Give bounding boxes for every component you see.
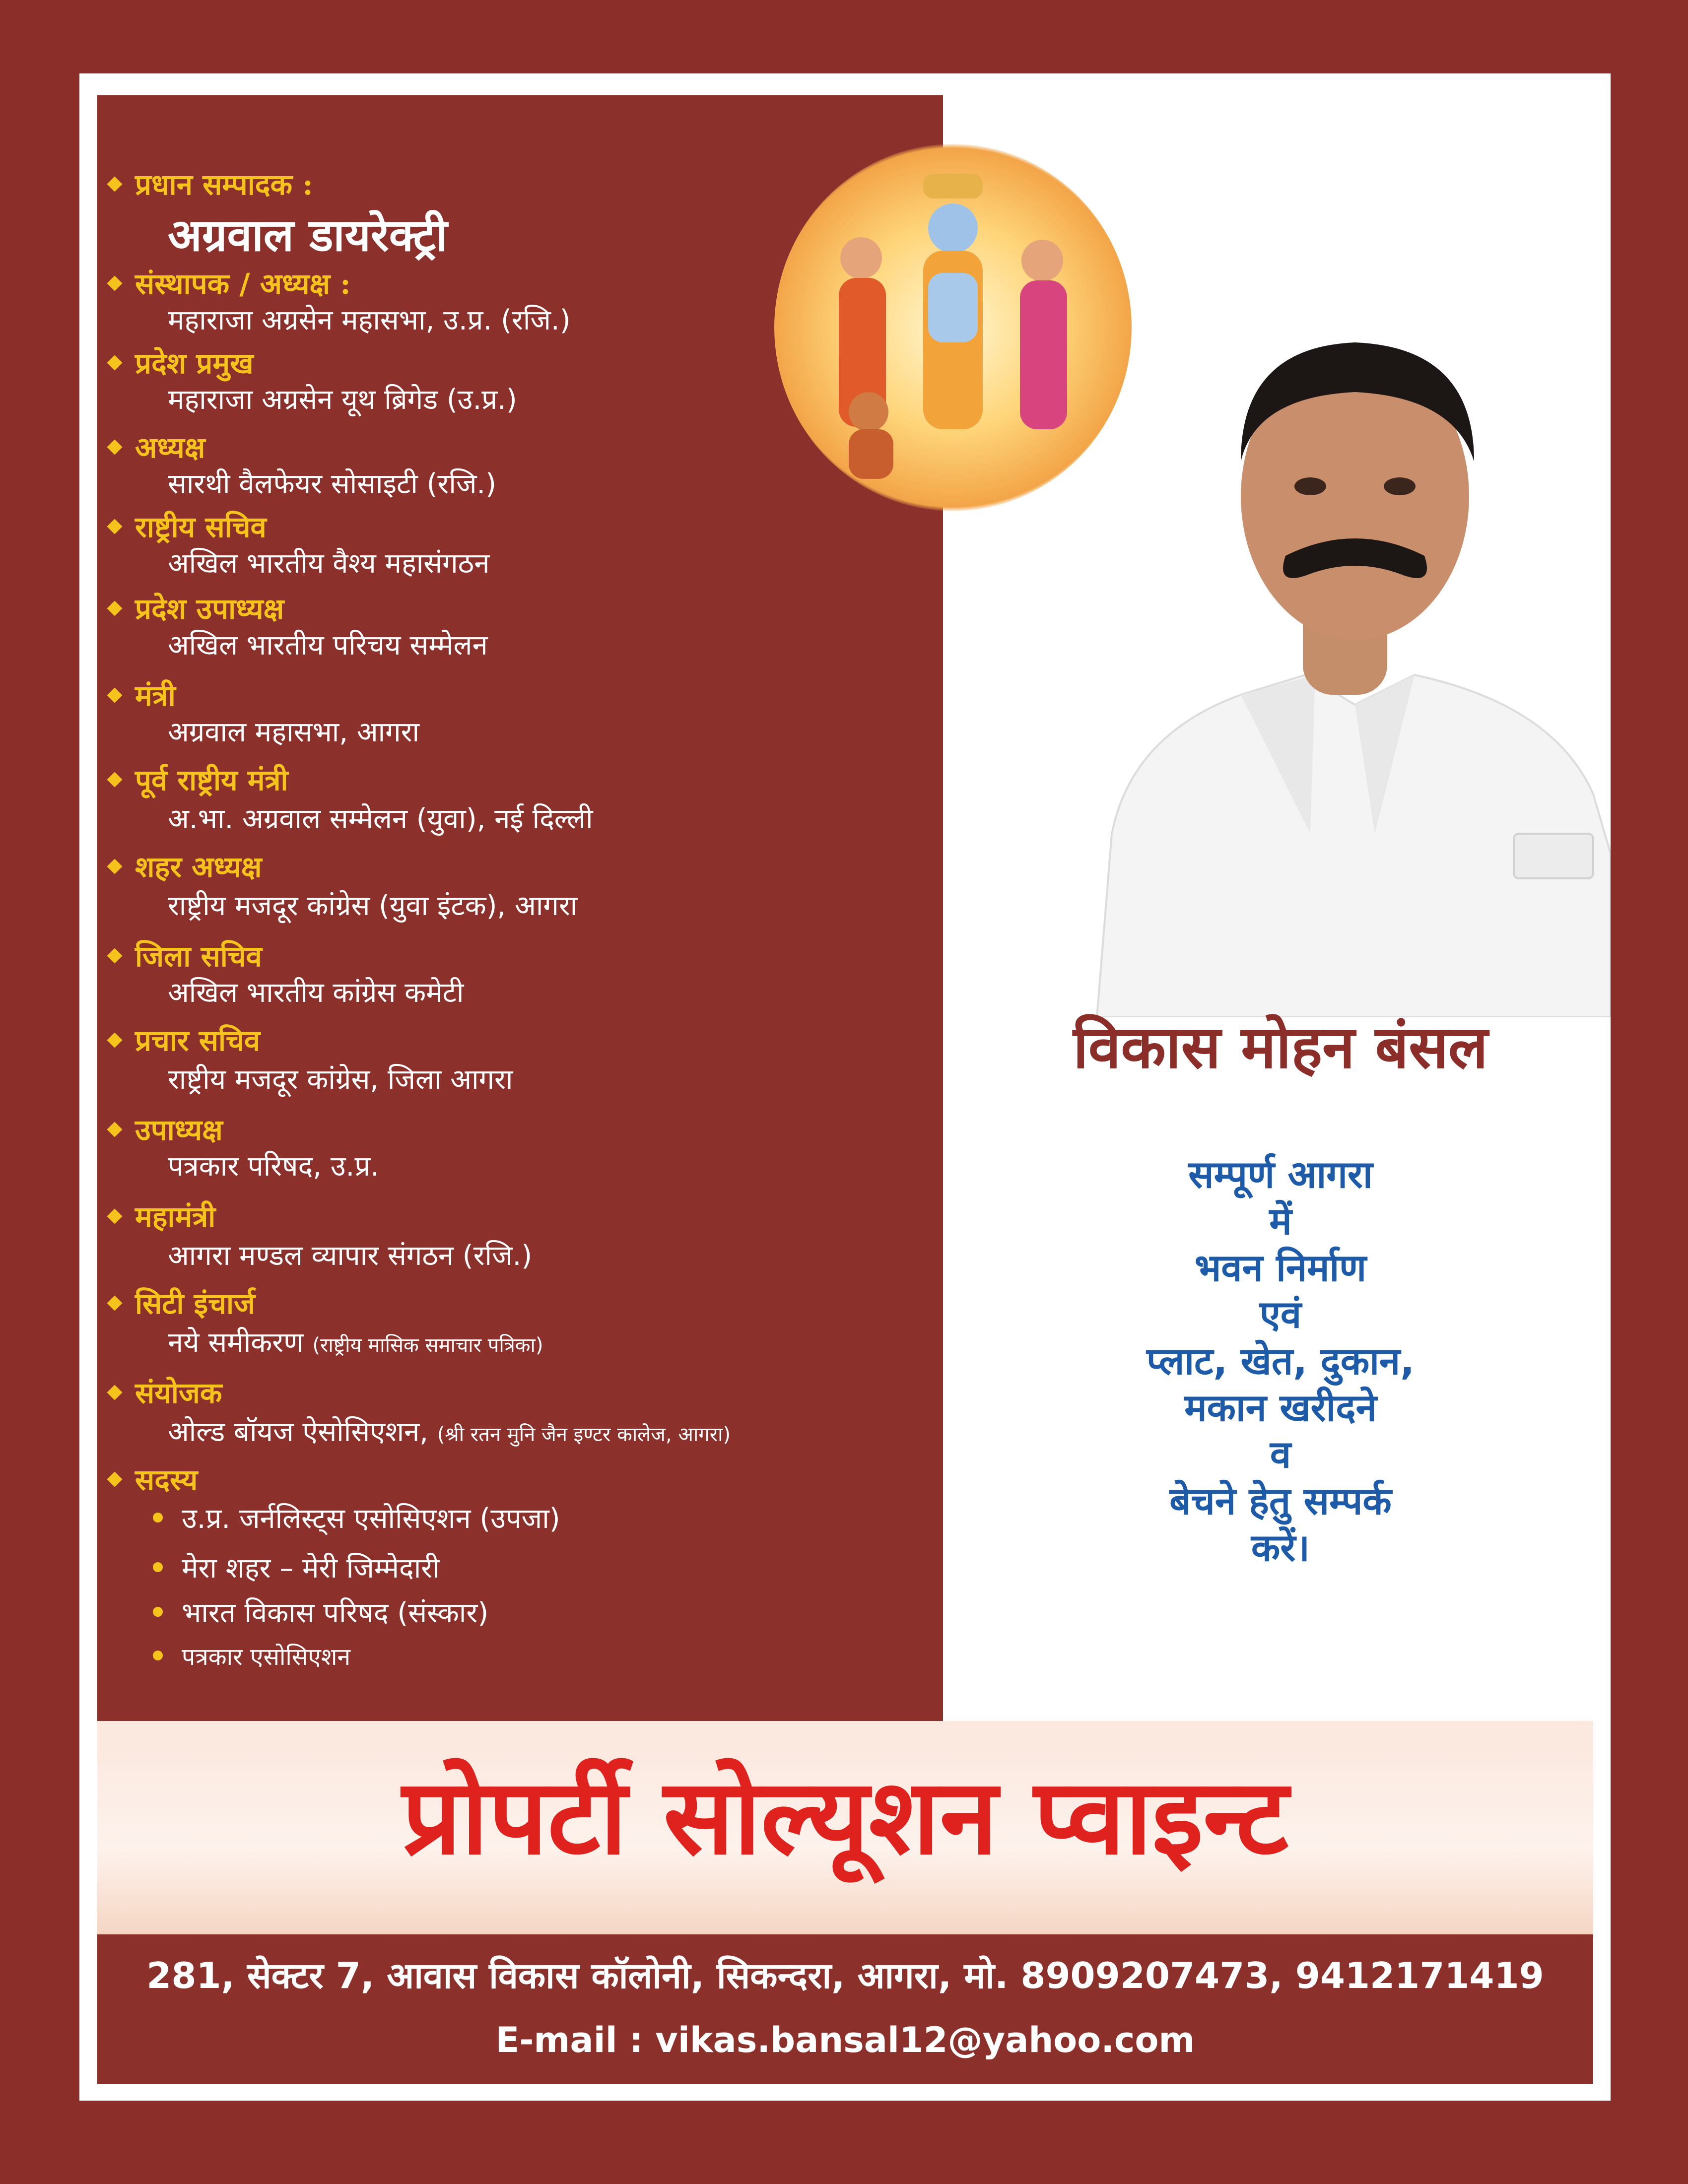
role-org: राष्ट्रीय मजदूर कांग्रेस (युवा इंटक), आगरा: [168, 890, 578, 922]
role-title-text: उपाध्यक्ष: [135, 1113, 223, 1147]
offer-line: भवन निर्माण: [1194, 1246, 1367, 1290]
role-org: [168, 1323, 543, 1360]
diamond-bullet-icon: [107, 600, 122, 616]
diamond-bullet-icon: [107, 1471, 122, 1487]
role-title-text: प्रचार सचिव: [135, 1024, 261, 1058]
role-org-note: (श्री रतन मुनि जैन इण्टर कालेज, आगरा): [437, 1423, 731, 1446]
role-org: अखिल भारतीय कांग्रेस कमेटी: [168, 977, 464, 1009]
role-title-text: शहर अध्यक्ष: [135, 850, 262, 884]
role-title-text: राष्ट्रीय सचिव: [135, 510, 267, 544]
dot-bullet-icon: [153, 1651, 163, 1660]
person-illustration: [1077, 298, 1611, 1017]
offer-line: व: [1270, 1432, 1291, 1476]
role-title: [109, 1196, 215, 1235]
contact-address: 281, सेक्टर 7, आवास विकास कॉलोनी, सिकन्दरा, आगरा, मो. 8909207473, 9412171419: [146, 1955, 1544, 1996]
role-title: [109, 1283, 255, 1322]
role-org: महाराजा अग्रसेन यूथ ब्रिगेड (उ.प्र.): [168, 384, 517, 416]
diamond-bullet-icon: [107, 1295, 122, 1311]
offer-line: मकान खरीदने: [1184, 1386, 1377, 1430]
person-name: विकास मोहन बंसल: [1073, 1012, 1488, 1081]
role-org-text: ओल्ड बॉयज ऐसोसिएशन,: [168, 1416, 428, 1448]
role-title-text: प्रदेश प्रमुख: [135, 346, 254, 380]
dot-bullet-icon: [153, 1607, 163, 1617]
offer-line: एवं: [1259, 1292, 1302, 1336]
member-text: भारत विकास परिषद (संस्कार): [182, 1597, 489, 1629]
member-item: [153, 1640, 350, 1672]
diamond-bullet-icon: [107, 1122, 122, 1137]
service-offer: [1032, 1151, 1529, 1571]
role-title: [109, 1109, 223, 1148]
role-title-text: अध्यक्ष: [135, 431, 205, 464]
role-title-text: सिटी इंचार्ज: [135, 1287, 256, 1321]
role-title-text: महामंत्री: [135, 1200, 216, 1234]
member-item: [153, 1499, 560, 1536]
role-org: अखिल भारतीय परिचय सम्मेलन: [168, 629, 488, 662]
diamond-bullet-icon: [107, 1208, 122, 1224]
role-title: [109, 342, 254, 382]
role-org: पत्रकार परिषद, उ.प्र.: [168, 1150, 380, 1183]
diamond-bullet-icon: [107, 1032, 122, 1048]
role-org: [168, 1412, 731, 1450]
role-org: राष्ट्रीय मजदूर कांग्रेस, जिला आगरा: [168, 1063, 513, 1096]
role-title: [109, 1020, 260, 1059]
role-title-text: प्रदेश उपाध्यक्ष: [135, 592, 284, 626]
member-item: [153, 1593, 488, 1631]
contact-email: E-mail : vikas.bansal12@yahoo.com: [495, 2020, 1195, 2060]
diamond-bullet-icon: [107, 687, 122, 703]
directory-name: अग्रवाल डायरेक्ट्री: [168, 209, 448, 262]
diamond-bullet-icon: [107, 772, 122, 787]
diamond-bullet-icon: [107, 859, 122, 874]
role-title-text: सदस्य: [135, 1463, 198, 1497]
brand-name: प्रोपर्टी सोल्यूशन प्वाइन्ट: [402, 1755, 1288, 1878]
role-org-note: (राष्ट्रीय मासिक समाचार पत्रिका): [312, 1334, 543, 1357]
member-text: उ.प्र. जर्नलिस्ट्स एसोसिएशन (उपजा): [182, 1503, 560, 1535]
role-org: सारथी वैलफेयर सोसाइटी (रजि.): [168, 468, 497, 500]
role-title: [109, 164, 313, 203]
role-title-text: संयोजक: [135, 1376, 222, 1410]
diamond-bullet-icon: [107, 439, 122, 455]
dot-bullet-icon: [153, 1513, 163, 1522]
offer-line: प्लाट, खेत, दुकान,: [1147, 1339, 1415, 1383]
role-org: अखिल भारतीय वैश्य महासंगठन: [168, 547, 490, 580]
role-org: अ.भा. अग्रवाल सम्मेलन (युवा), नई दिल्ली: [168, 803, 593, 835]
role-title: [109, 1372, 222, 1411]
role-title: [109, 935, 262, 975]
role-title: [109, 1459, 198, 1498]
role-org: अग्रवाल महासभा, आगरा: [168, 716, 420, 748]
member-item: [153, 1548, 440, 1586]
offer-line: बेचने हेतु सम्पर्क: [1169, 1479, 1392, 1523]
diamond-bullet-icon: [107, 176, 122, 192]
role-title-text: संस्थापक / अध्यक्ष :: [135, 267, 351, 301]
offer-line: में: [1269, 1199, 1292, 1243]
role-title: [109, 588, 284, 627]
diamond-bullet-icon: [107, 519, 122, 534]
role-title-text: मंत्री: [135, 679, 176, 713]
offer-line: करें।: [1251, 1525, 1310, 1570]
role-title: [109, 759, 288, 798]
role-org-text: नये समीकरण: [168, 1326, 304, 1359]
role-title: [109, 675, 176, 714]
role-title-text: प्रधान सम्पादक :: [135, 168, 313, 201]
diamond-bullet-icon: [107, 948, 122, 963]
offer-line: सम्पूर्ण आगरा: [1188, 1152, 1373, 1196]
diamond-bullet-icon: [107, 355, 122, 370]
role-title-text: पूर्व राष्ट्रीय मंत्री: [135, 763, 288, 797]
role-org: आगरा मण्डल व्यापार संगठन (रजि.): [168, 1240, 533, 1272]
role-title: [109, 506, 267, 545]
role-title: [109, 846, 262, 885]
portrait-photo: [1077, 298, 1611, 1017]
diamond-bullet-icon: [107, 275, 122, 291]
role-org: महाराजा अग्रसेन महासभा, उ.प्र. (रजि.): [168, 304, 571, 336]
member-text: पत्रकार एसोसिएशन: [182, 1643, 351, 1671]
dot-bullet-icon: [153, 1562, 163, 1572]
diamond-bullet-icon: [107, 1385, 122, 1400]
role-title: [109, 427, 205, 466]
member-text: मेरा शहर – मेरी जिम्मेदारी: [182, 1552, 440, 1585]
role-title: [109, 263, 351, 302]
role-title-text: जिला सचिव: [135, 939, 262, 973]
